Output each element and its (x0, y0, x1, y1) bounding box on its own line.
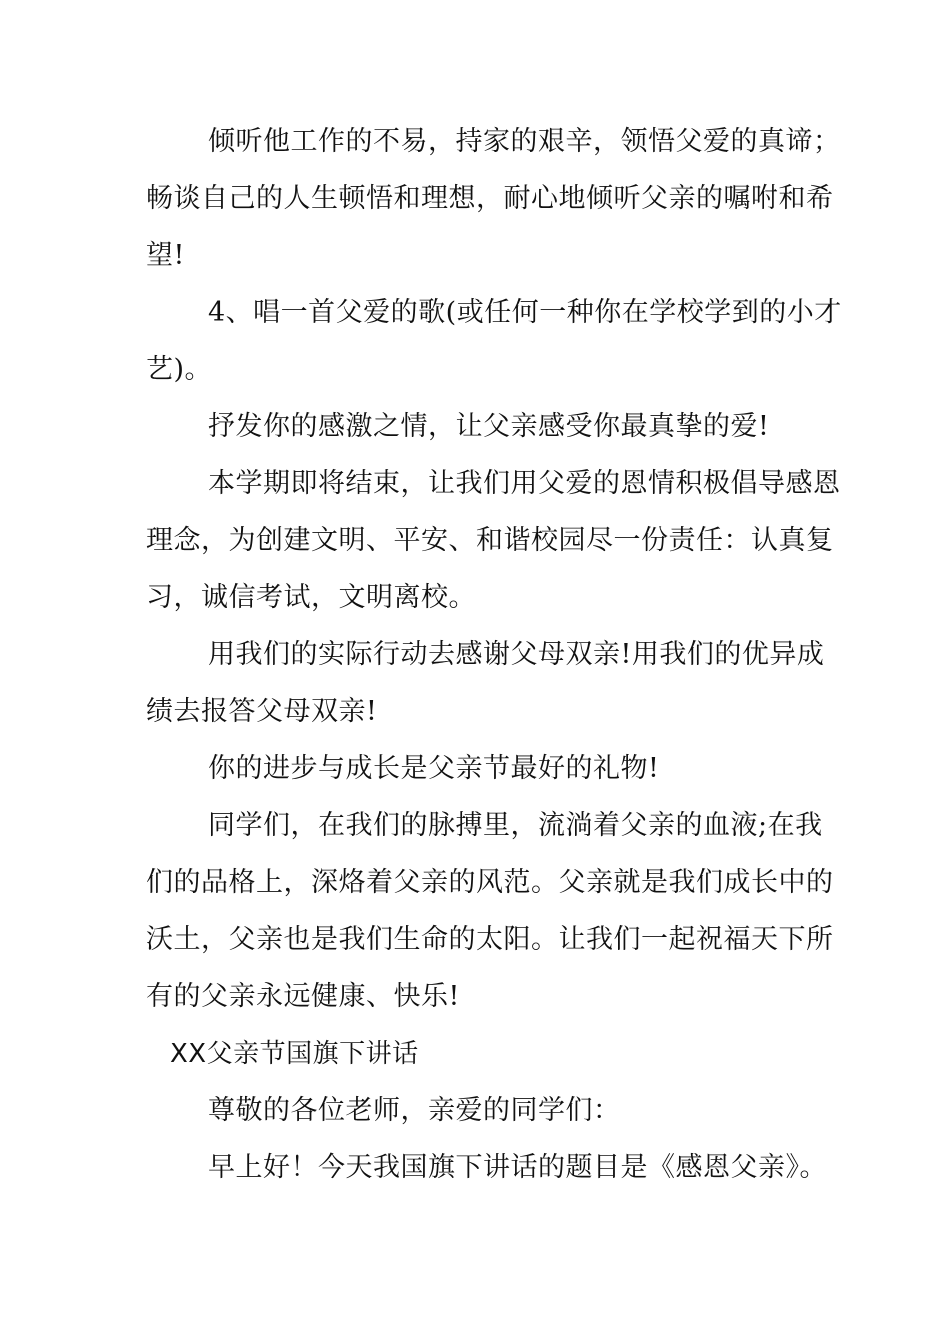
paragraph-1-line-3: 望! (146, 240, 185, 271)
paragraph-2-line-2: 艺)。 (146, 354, 213, 385)
paragraph-2-line-1: 4、唱一首父爱的歌(或任何一种你在学校学到的小才 (208, 297, 842, 328)
section-heading: XX父亲节国旗下讲话 (170, 1039, 419, 1069)
paragraph-4-line-3: 习，诚信考试，文明离校。 (146, 582, 476, 613)
paragraph-7-line-4: 有的父亲永远健康、快乐! (146, 981, 460, 1012)
salutation: 尊敬的各位老师，亲爱的同学们： (208, 1095, 621, 1126)
paragraph-7-line-2: 们的品格上，深烙着父亲的风范。父亲就是我们成长中的 (146, 867, 834, 898)
paragraph-3-line-1: 抒发你的感激之情，让父亲感受你最真挚的爱! (208, 411, 770, 442)
opening-line: 早上好！今天我国旗下讲话的题目是《感恩父亲》。 (208, 1152, 827, 1183)
paragraph-4-line-2: 理念，为创建文明、平安、和谐校园尽一份责任：认真复 (146, 525, 834, 556)
paragraph-1-line-1: 倾听他工作的不易，持家的艰辛，领悟父爱的真谛； (208, 126, 841, 157)
paragraph-7-line-1: 同学们，在我们的脉搏里，流淌着父亲的血液;在我 (208, 810, 823, 841)
paragraph-5-line-1: 用我们的实际行动去感谢父母双亲!用我们的优异成 (208, 639, 825, 670)
paragraph-1-line-2: 畅谈自己的人生顿悟和理想，耐心地倾听父亲的嘱咐和希 (146, 183, 834, 214)
paragraph-7-line-3: 沃土，父亲也是我们生命的太阳。让我们一起祝福天下所 (146, 924, 834, 955)
paragraph-5-line-2: 绩去报答父母双亲! (146, 696, 378, 727)
paragraph-4-line-1: 本学期即将结束，让我们用父爱的恩情积极倡导感恩 (208, 468, 841, 499)
paragraph-6-line-1: 你的进步与成长是父亲节最好的礼物! (208, 753, 660, 784)
